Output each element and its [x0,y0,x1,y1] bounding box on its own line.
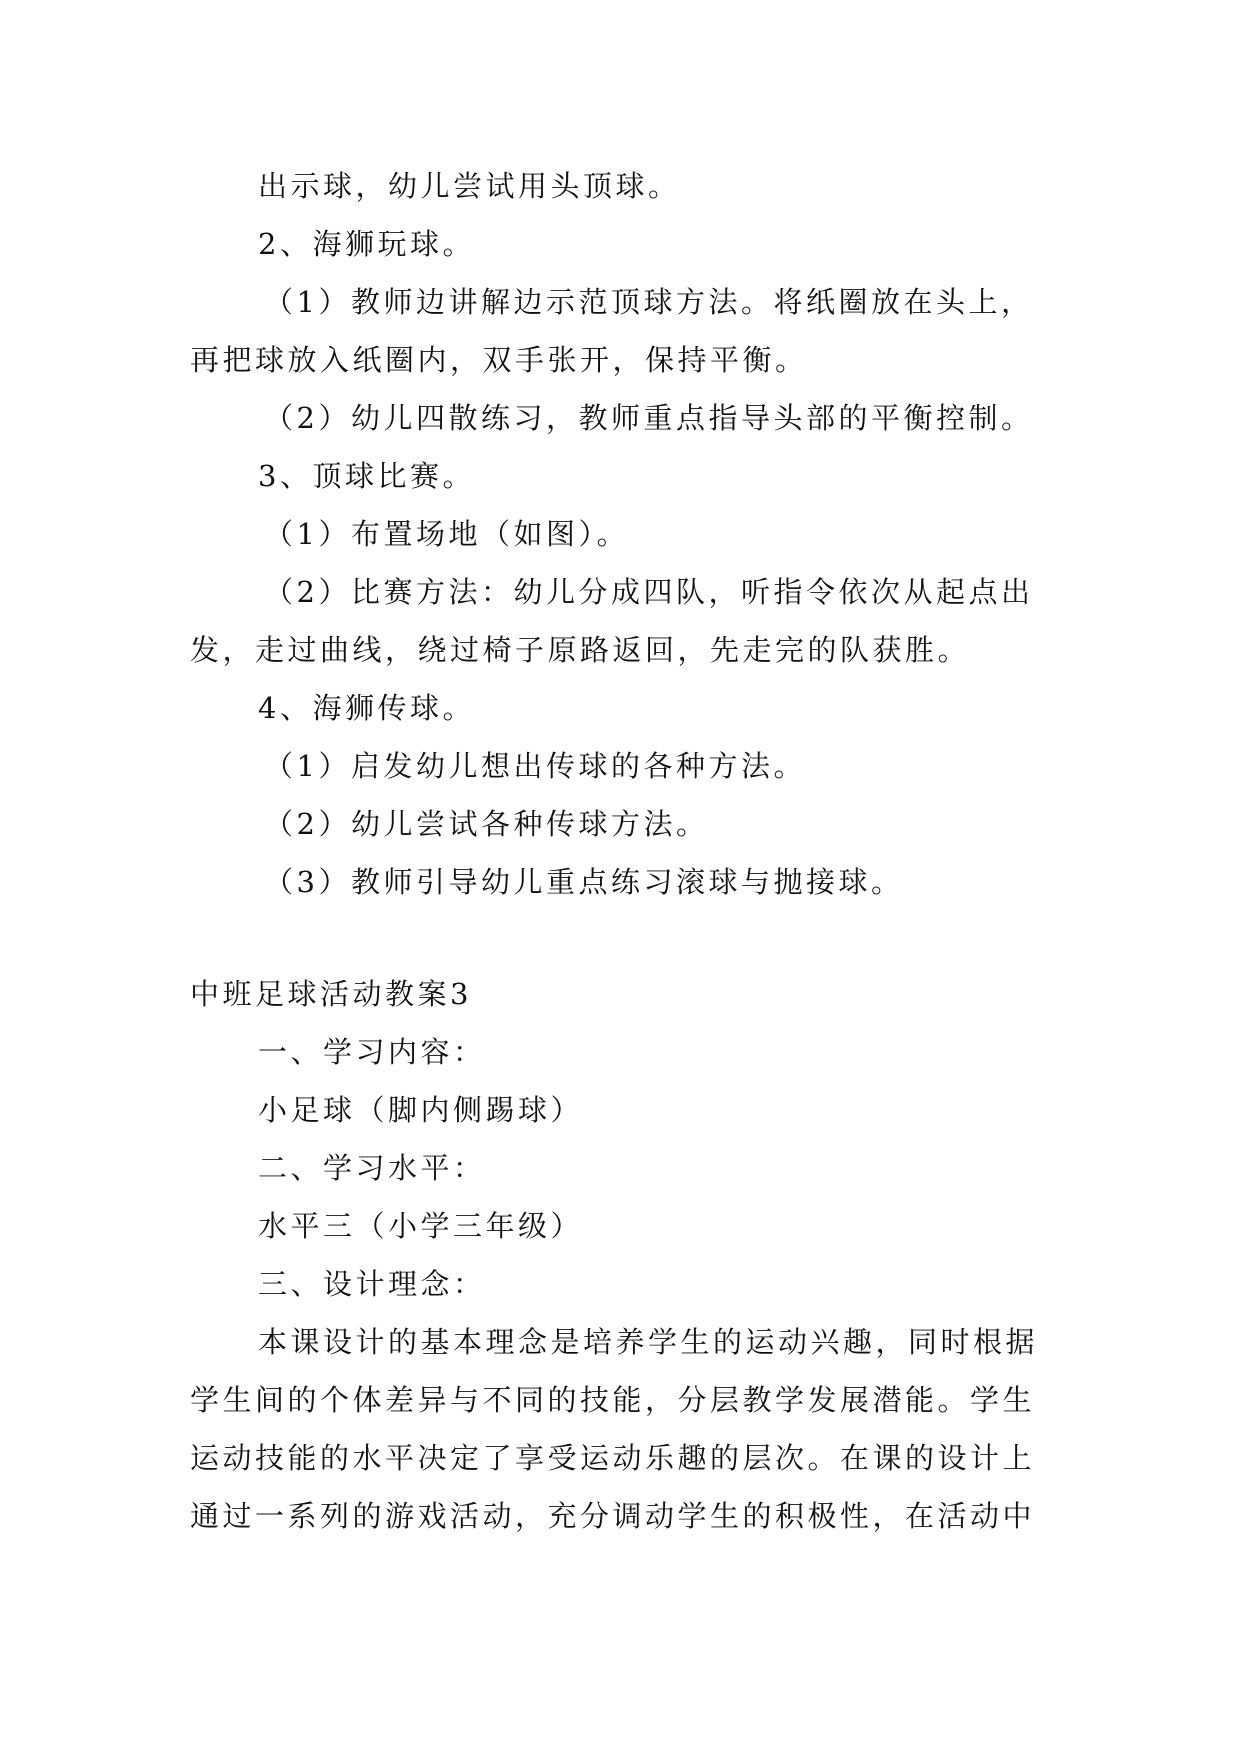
paragraph-line: （2）幼儿四散练习，教师重点指导头部的平衡控制。 [264,401,1034,435]
paragraph-line: （1）布置场地（如图）。 [264,517,629,551]
paragraph-line: （1）教师边讲解边示范顶球方法。将纸圈放在头上， [264,285,1034,319]
paragraph-line: 再把球放入纸圈内，双手张开，保持平衡。 [190,343,808,377]
section-heading: 二、学习水平： [258,1151,486,1185]
paragraph-line: 本课设计的基本理念是培养学生的运动兴趣，同时根据 [258,1325,1039,1359]
paragraph-line: 通过一系列的游戏活动，充分调动学生的积极性，在活动中 [190,1499,1036,1533]
paragraph-line: （3）教师引导幼儿重点练习滚球与抛接球。 [264,865,904,899]
section-heading: 3、顶球比赛。 [258,459,475,493]
section-heading: 一、学习内容： [258,1035,486,1069]
section-heading: 2、海狮玩球。 [258,227,475,261]
paragraph-line: 发，走过曲线，绕过椅子原路返回，先走完的队获胜。 [190,633,971,667]
paragraph-line: （2）幼儿尝试各种传球方法。 [264,807,709,841]
document-title: 中班足球活动教案3 [190,977,472,1011]
paragraph-line: （1）启发幼儿想出传球的各种方法。 [264,749,806,783]
section-heading: 4、海狮传球。 [258,691,475,725]
paragraph-line: 水平三（小学三年级） [258,1209,584,1243]
paragraph-line: 学生间的个体差异与不同的技能，分层教学发展潜能。学生 [190,1383,1036,1417]
section-heading: 三、设计理念： [258,1267,486,1301]
paragraph-line: 运动技能的水平决定了享受运动乐趣的层次。在课的设计上 [190,1441,1036,1475]
paragraph-line: （2）比赛方法：幼儿分成四队，听指令依次从起点出 [264,575,1034,609]
paragraph-line: 出示球，幼儿尝试用头顶球。 [258,169,681,203]
paragraph-line: 小足球（脚内侧踢球） [258,1093,584,1127]
